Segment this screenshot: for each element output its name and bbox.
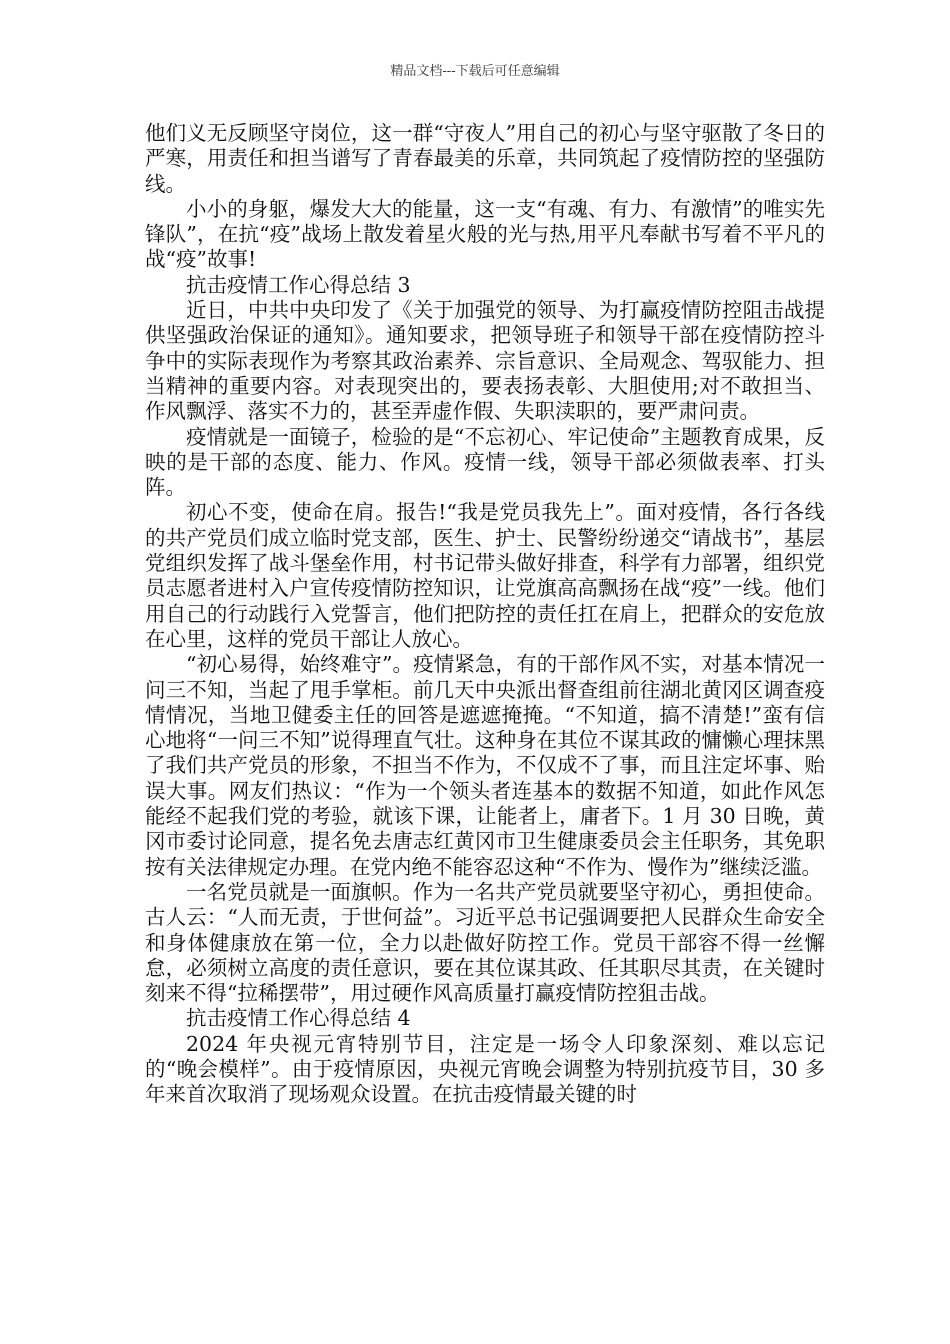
page-header: 精品文档---下载后可任意编辑 [390, 64, 560, 79]
paragraph-continuation: 他们义无反顾坚守岗位，这一群“守夜人”用自己的初心与坚守驱散了冬日的严寒，用责任和担当谱写了青春最美的乐章，共同筑起了疫情防控的坚强防线。 [145, 121, 825, 196]
paragraph: 初心不变，使命在肩。报告!“我是党员我先上”。面对疫情，各行各线的共产党员们成立临时党支部，医生、护士、民警纷纷递交“请战书”，基层党组织发挥了战斗堡垒作用，村书记带头做好排查，科学有力部署，组织党员志愿者进村入户宣传疫情防控知识，让党旗高高飘扬在战“疫”一线。他们用自己的行动践行入党誓言，他们把防控的责任扛在肩上，把群众的安危放在心里，这样的党员干部让人放心。 [145, 500, 825, 651]
document-body [145, 121, 825, 1108]
section-heading: 抗击疫情工作心得总结 3 [186, 272, 411, 297]
section-heading: 抗击疫情工作心得总结 4 [186, 1006, 411, 1031]
paragraph: 近日，中共中央印发了《关于加强党的领导、为打赢疫情防控阻击战提供坚强政治保证的通知》。通知要求，把领导班子和领导干部在疫情防控斗争中的实际表现作为考察其政治素养、宗旨意识、全局观念、驾驭能力、担当精神的重要内容。对表现突出的，要表扬表彰、大胆使用;对不敢担当、作风飘浮、落实不力的，甚至弄虚作假、失职渎职的，要严肃问责。 [145, 298, 825, 424]
paragraph: “初心易得，始终难守”。疫情紧急，有的干部作风不实，对基本情况一问三不知，当起了甩手掌柜。前几天中央派出督查组前往湖北黄冈区调查疫情情况，当地卫健委主任的回答是遮遮掩掩。“不知道，搞不清楚!”蛮有信心地将“一问三不知”说得理直气壮。这种身在其位不谋其政的慵懒心理抹黑了我们共产党员的形象，不担当不作为，不仅成不了事，而且注定坏事、贻误大事。网友们热议：“作为一个领头者连基本的数据不知道，如此作风怎能经不起我们党的考验，就该下课，让能者上，庸者下。1 月 30 日晚，黄冈市委讨论同意，提名免去唐志红黄冈市卫生健康委员会主任职务，其免职按有关法律规定办理。在党内绝不能容忍这种“不作为、慢作为”继续泛滥。 [145, 652, 825, 879]
paragraph: 小小的身躯，爆发大大的能量，这一支“有魂、有力、有激情”的唯实先锋队”，在抗“疫”战场上散发着星火般的光与热,用平凡奉献书写着不平凡的战“疫”故事! [145, 196, 825, 272]
paragraph: 一名党员就是一面旗帜。作为一名共产党员就要坚守初心，勇担使命。古人云：“人而无责，于世何益”。习近平总书记强调要把人民群众生命安全和身体健康放在第一位，全力以赴做好防控工作。党员干部容不得一丝懈怠，必须树立高度的责任意识，要在其位谋其政、任其职尽其责，在关键时刻来不得“拉稀摆带”，用过硬作风高质量打赢疫情防控狙击战。 [145, 879, 825, 1006]
paragraph: 疫情就是一面镜子，检验的是“不忘初心、牢记使命”主题教育成果，反映的是干部的态度、能力、作风。疫情一线，领导干部必须做表率、打头阵。 [145, 424, 825, 500]
paragraph: 2024 年央视元宵特别节目，注定是一场令人印象深刻、难以忘记的“晚会模样”。由于疫情原因，央视元宵晚会调整为特别抗疫节目，30 多年来首次取消了现场观众设置。在抗击疫情最关键的时 [145, 1031, 825, 1107]
